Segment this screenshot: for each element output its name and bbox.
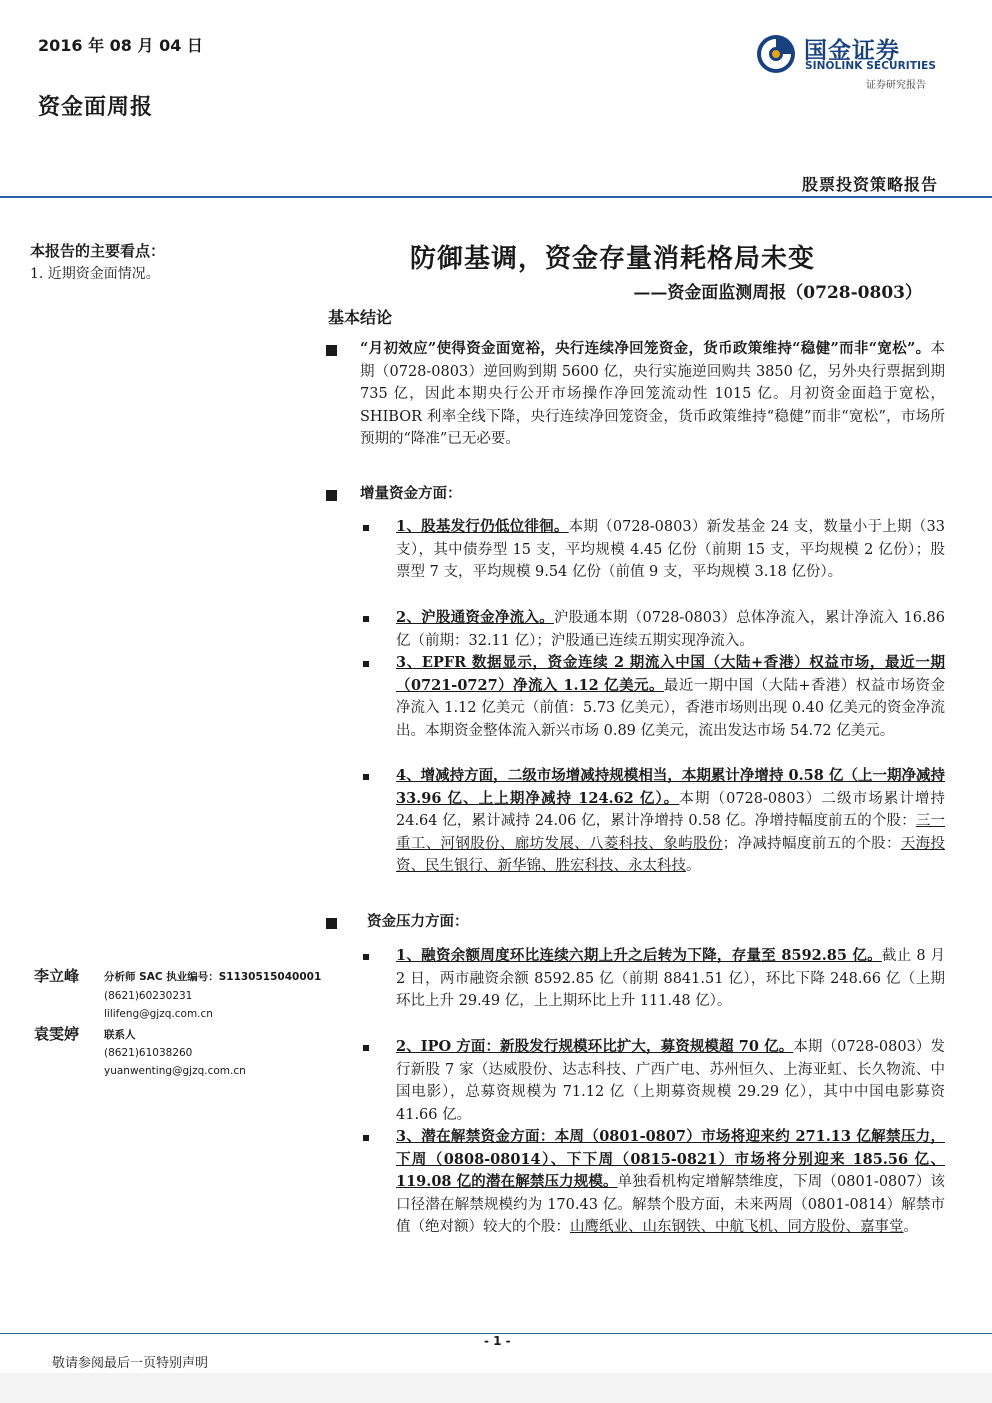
section-title: 基本结论	[328, 308, 393, 327]
bullet-small-icon	[363, 1135, 369, 1141]
incremental-item-3	[396, 652, 945, 742]
report-date: 2016 年 08 月 04 日	[38, 36, 203, 55]
analyst-email[interactable]: lilifeng@gjzq.com.cn	[104, 1008, 213, 1020]
item-4-end: 。	[686, 858, 701, 875]
analyst-name: 李立峰	[34, 967, 80, 985]
analyst-role: 分析师 SAC 执业编号：S1130515040001	[104, 971, 322, 983]
contact-phone: (8621)61038260	[104, 1047, 193, 1059]
item-1-text: 本期（0728-0803）新发基金 24 支，数量小于上期（33 支），其中债券型 15 支，平均规模 4.45 亿份（前期 15 支，平均规模 2 亿份）；股票型 7 支，平均规模 9.54 亿份（前值 9 支，平均规模 3.18 亿份）。	[396, 519, 945, 581]
net-increase-stocks: 三一重工、河钢股份、廊坊发展、八菱科技、象屿股份	[396, 813, 946, 852]
item-4-text-1: 本期（0728-0803）二级市场累计增持 24.64 亿，累计减持 24.06 亿，累计净增持 0.58 亿。净增持幅度前五的个股：	[396, 790, 945, 830]
unlock-stocks: 山鹰纸业、山东钢铁、中航飞机、同方股份、嘉事堂	[570, 1219, 904, 1236]
bullet-small-icon	[363, 616, 369, 622]
pressure-2-text: 本期（0728-0803）发行新股 7 家（达威股份、达志科技、广西广电、苏州恒久、上海亚虹、长久物流、中国电影），总募资规模为 71.12 亿（上期募资规模 29.29 亿），其中中国电影募资 41.66 亿。	[396, 1039, 945, 1123]
bottom-band	[0, 1373, 992, 1403]
pressure-title: 资金压力方面：	[367, 913, 469, 930]
header-divider	[0, 196, 992, 198]
pressure-3-text: 单独看机构定增解禁维度，下周（0801-0807）该口径潜在解禁规模约为 170.43 亿。解禁个股方面，未来两周（0801-0814）解禁市值（绝对额）较大的个股：	[396, 1174, 945, 1236]
bullet-small-icon	[363, 525, 369, 531]
incremental-title: 增量资金方面：	[360, 485, 462, 502]
contact-email[interactable]: yuanwenting@gjzq.com.cn	[104, 1065, 246, 1077]
incremental-item-4	[396, 765, 945, 878]
company-logo	[756, 30, 946, 92]
main-title: 防御基调，资金存量消耗格局未变	[410, 244, 816, 274]
disclaimer: 敬请参阅最后一页特别声明	[52, 1356, 209, 1371]
logo-en-text: SINOLINK SECURITIES	[805, 60, 937, 72]
item-2-heading: 2、沪股通资金净流入。	[396, 609, 554, 626]
page-number: - 1 -	[484, 1334, 511, 1348]
report-type: 股票投资策略报告	[801, 175, 938, 194]
bullet-square-icon	[326, 918, 337, 929]
sub-title: ——资金面监测周报（0728-0803）	[633, 283, 922, 303]
item-4-heading: 4、增减持方面，二级市场增减持规模相当，本期累计净增持 0.58 亿（上一期净减持 33.96 亿、上上期净减持 124.62 亿）。	[396, 767, 945, 807]
incremental-item-1	[396, 516, 945, 584]
pressure-1-heading: 1、融资余额周度环比连续六期上升之后转为下降，存量至 8592.85 亿。	[396, 947, 882, 964]
conclusion-paragraph	[360, 338, 945, 451]
bullet-square-icon	[326, 345, 337, 356]
conclusion-text: 本期（0728-0803）逆回购到期 5600 亿，央行实施逆回购共 3850 亿，另外央行票据到期 735 亿，因此本期央行公开市场操作净回笼流动性 1015 亿。月初资金面趋于宽松，SHIBOR 利率全线下降，央行连续净回笼资金，货币政策维持“稳健”而非“宽松”，市场所预期的“降准”已无必要。	[360, 341, 945, 448]
analyst-phone: (8621)60230231	[104, 990, 193, 1002]
item-4-text-2: ；净减持幅度前五的个股：	[722, 835, 901, 852]
pressure-3-end: 。	[903, 1219, 918, 1236]
contact-name: 袁雯婷	[34, 1025, 80, 1043]
item-1-heading: 1、股基发行仍低位徘徊。	[396, 518, 569, 535]
pressure-item-2	[396, 1036, 945, 1126]
item-3-text: 最近一期中国（大陆+香港）权益市场资金净流入 1.12 亿美元（前值：5.73 亿美元），香港市场则出现 0.40 亿美元的资金净流出。本期资金整体流入新兴市场 0.89 亿美元，流出发达市场 54.72 亿美元。	[396, 677, 945, 739]
pressure-item-1	[396, 945, 945, 1013]
net-decrease-stocks: 天海投资、民生银行、新华锦、胜宏科技、永太科技	[396, 835, 946, 875]
contact-role: 联系人	[104, 1029, 136, 1041]
highlights-title: 本报告的主要看点：	[30, 242, 166, 260]
highlights-item: 1. 近期资金面情况。	[30, 266, 160, 282]
bullet-small-icon	[363, 1045, 369, 1051]
incremental-item-2	[396, 607, 945, 652]
conclusion-bold: “月初效应”使得资金面宽裕，央行连续净回笼资金，货币政策维持“稳健”而非“宽松”。	[360, 340, 931, 357]
analyst-block	[34, 965, 324, 1095]
item-2-text: 沪股通本期（0728-0803）总体净流入，累计净流入 16.86 亿（前期：32.11 亿）；沪股通已连续五期实现净流入。	[396, 610, 946, 649]
item-3-heading: 3、EPFR 数据显示，资金连续 2 期流入中国（大陆+香港）权益市场，最近一期（0721-0727）净流入 1.12 亿美元。	[396, 654, 945, 694]
pressure-item-3	[396, 1126, 945, 1239]
bullet-small-icon	[363, 954, 369, 960]
pressure-3-heading: 3、潜在解禁资金方面：本周（0801-0807）市场将迎来约 271.13 亿解禁压力，下周（0808-08014）、下下周（0815-0821）市场将分别迎来 185.56 亿、119.08 亿的潜在解禁压力规模。	[396, 1128, 945, 1191]
bullet-square-icon	[326, 490, 337, 501]
logo-emblem-icon	[756, 34, 796, 74]
logo-cn-text: 国金证券	[804, 38, 900, 64]
pressure-2-heading: 2、IPO 方面：新股发行规模环比扩大，募资规模超 70 亿。	[396, 1038, 794, 1055]
bullet-small-icon	[363, 774, 369, 780]
pressure-1-text: 截止 8 月 2 日，两市融资余额 8592.85 亿（前期 8841.51 亿），环比下降 248.66 亿（上期环比上升 29.49 亿，上上期环比上升 111.48 亿）。	[396, 948, 946, 1010]
logo-subtitle: 证券研究报告	[866, 80, 926, 91]
bullet-small-icon	[363, 661, 369, 667]
weekly-title: 资金面周报	[38, 94, 154, 120]
